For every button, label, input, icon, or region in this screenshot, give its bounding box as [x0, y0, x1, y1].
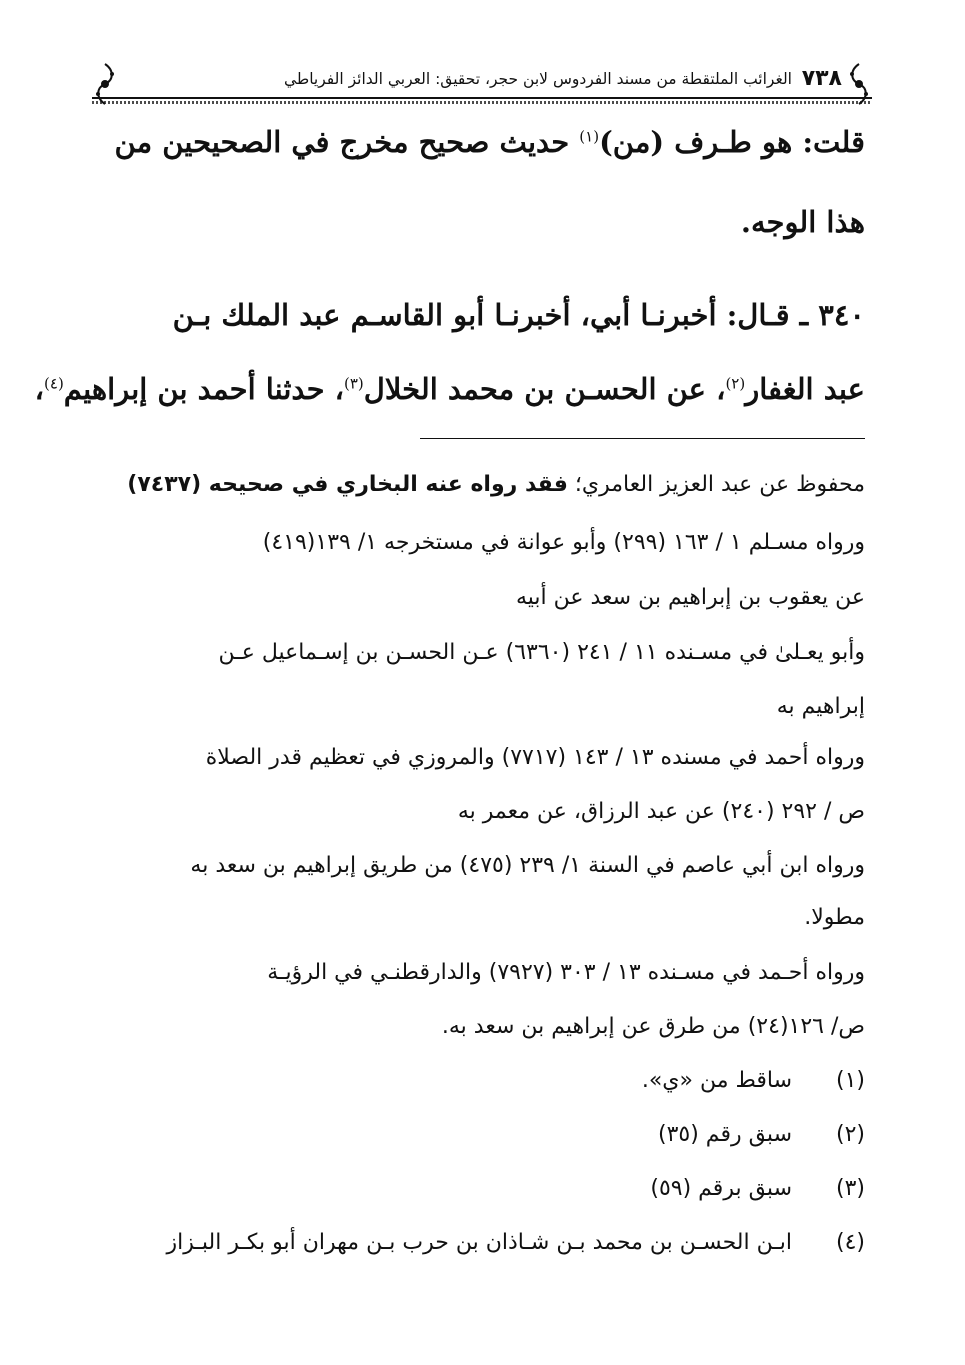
body-text: هو طـرف (من): [599, 125, 803, 159]
note-keyword: قلت:: [802, 125, 865, 159]
body-text: ،: [34, 372, 45, 406]
page-number: ٧٣٨: [801, 66, 842, 91]
footnote-ref[interactable]: (٢): [725, 374, 746, 393]
footnote-item: [100, 1176, 865, 1201]
footnote-line: مطولا.: [804, 905, 865, 930]
body-line: [100, 125, 865, 159]
footnote-line: عن يعقوب بن إبراهيم بن سعد عن أبيه: [515, 585, 865, 610]
footnote-item: [100, 1230, 865, 1255]
footnote-divider: [420, 438, 865, 439]
footnote-number: (٤): [835, 1230, 865, 1255]
footnote-line: ص/ ١٢٦(٢٤) من طرق عن إبراهيم بن سعد به.: [441, 1014, 865, 1039]
footnote-ref[interactable]: (١): [579, 127, 600, 146]
footnote-line: ص / ٢٩٢ (٢٤٠) عن عبد الرزاق، عن معمر به: [457, 799, 865, 824]
footnote-ref[interactable]: (٤): [44, 374, 64, 393]
body-text: حديث صحيح مخرج في الصحيحين من: [114, 125, 580, 159]
header-ornamental-rule: [92, 101, 872, 104]
footnote-line: ورواه أحمد في مسنده ١٣ / ١٤٣ (٧٧١٧) والمروزي في تعظيم قدر الصلاة: [205, 745, 865, 770]
footnote-number: (١): [835, 1068, 865, 1093]
body-text: عبد الغفار: [745, 372, 865, 406]
header-rule: [92, 97, 872, 99]
footnote-line: وأبو يعـلىٰ في مسـنده ١١ / ٢٤١ (٦٣٦٠) عـن الحسـن بن إسـماعيل عـن: [218, 640, 865, 665]
running-title: الغرائب الملتقطة من مسند الفردوس لابن حجر، تحقيق: العربي الدائز الفرياطي: [283, 70, 792, 88]
footnote-line: ورواه أحـمد في مسـنده ١٣ / ٣٠٣ (٧٩٢٧) والدارقطنـي في الرؤيـة: [267, 960, 865, 985]
hadith-heading-line: ٣٤٠ ـ قـال: أخبرنـا أبي، أخبرنـا أبو القاسـم عبد الملك بـن: [172, 298, 865, 332]
footnote-line: إبراهيم به: [776, 694, 865, 719]
ornament-icon: [846, 62, 872, 106]
footnote-line: [100, 472, 865, 497]
ornament-icon: [92, 62, 118, 106]
footnote-item: [100, 1068, 865, 1093]
body-text: ، حدثنا أحمد بن إبراهيم: [63, 372, 344, 406]
footnote-text: محفوظ عن عبد العزيز العامري؛: [567, 472, 865, 497]
footnote-number: (٣): [835, 1176, 865, 1201]
footnote-text-bold: فقد رواه عنه البخاري في صحيحه (٧٤٣٧): [127, 472, 568, 497]
footnote-ref[interactable]: (٣): [344, 374, 364, 393]
page-header: [92, 62, 872, 108]
footnote-line: ورواه ابن أبي عاصم في السنة ١/ ٢٣٩ (٤٧٥) من طريق إبراهيم بن سعد به: [190, 853, 865, 878]
body-text: ، عن الحسـن بن محمد الخلال: [363, 372, 726, 406]
footnote-item-text: سبق رقم (٣٥): [658, 1122, 793, 1147]
footnote-item: [100, 1122, 865, 1147]
body-line: [34, 372, 865, 406]
footnote-item-text: ابـن الحسـن بن محمد بـن شـاذان بن حرب بـن مهران أبو بكـر البـزاز: [166, 1230, 793, 1255]
footnote-line: ورواه مسـلم ١ / ١٦٣ (٢٩٩) وأبو عوانة في مستخرجه ١/ ١٣٩(٤١٩): [262, 530, 865, 555]
footnote-item-text: ساقط من «ي».: [641, 1068, 793, 1093]
footnote-item-text: سبق برقم (٥٩): [650, 1176, 793, 1201]
body-line: هذا الوجه.: [740, 205, 865, 239]
footnote-number: (٢): [835, 1122, 865, 1147]
